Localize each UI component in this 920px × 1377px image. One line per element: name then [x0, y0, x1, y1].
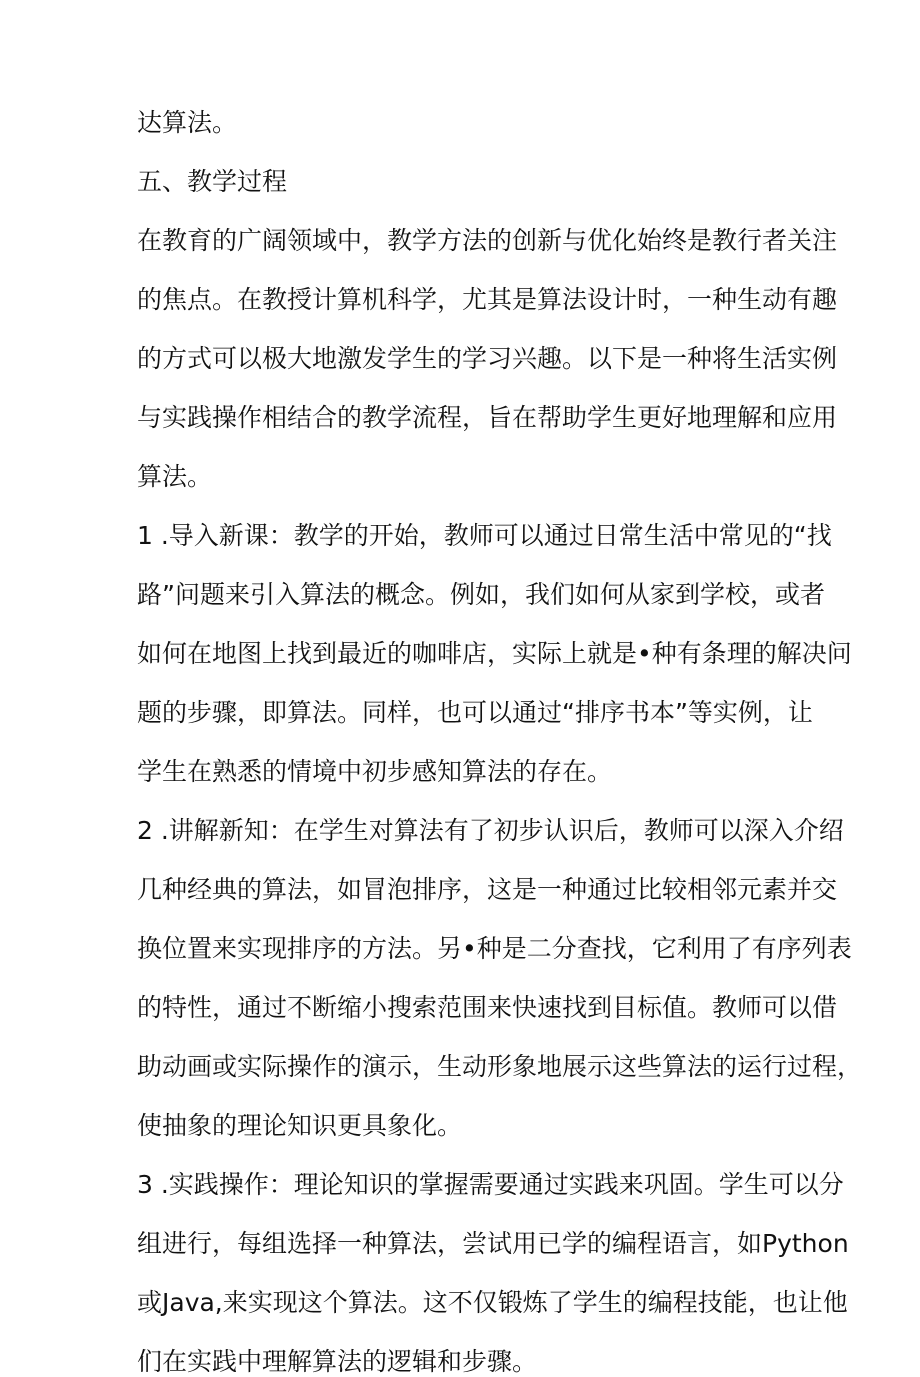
paragraph-line: 或Java,来实现这个算法。这不仅锻炼了学生的编程技能，也让他: [137, 1288, 848, 1317]
paragraph-line: 学生在熟悉的情境中初步感知算法的存在。: [137, 757, 613, 786]
paragraph-line: 如何在地图上找到最近的咖啡店，实际上就是•种有条理的解决问: [137, 639, 852, 668]
step-1-paragraph: [137, 520, 852, 787]
section-heading: 五、教学过程: [137, 167, 288, 196]
paragraph-line: 的方式可以极大地激发学生的学习兴趣。以下是一种将生活实例: [137, 344, 838, 373]
document-body: [137, 107, 863, 1377]
paragraph-line: 换位置来实现排序的方法。另•种是二分查找，它利用了有序列表: [137, 934, 852, 963]
continuation-line: 达算法。: [137, 108, 238, 137]
paragraph-line: 的特性，通过不断缩小搜索范围来快速找到目标值。教师可以借: [137, 993, 838, 1022]
paragraph-line: 使抽象的理论知识更具象化。: [137, 1111, 463, 1140]
paragraph-line: 与实践操作相结合的教学流程，旨在帮助学生更好地理解和应用: [137, 403, 838, 432]
paragraph-line: 们在实践中理解算法的逻辑和步骤。: [137, 1347, 538, 1376]
intro-paragraph: [137, 225, 838, 492]
paragraph-line: 题的步骤，即算法。同样，也可以通过“排序书本”等实例，让: [137, 698, 813, 727]
paragraph-line: 组进行，每组选择一种算法，尝试用已学的编程语言，如Python: [137, 1229, 849, 1258]
paragraph-line: 在教育的广阔领域中，教学方法的创新与优化始终是教行者关注: [137, 226, 838, 255]
paragraph-line: 的焦点。在教授计算机科学，尤其是算法设计时，一种生动有趣: [137, 285, 838, 314]
paragraph-line: 路”问题来引入算法的概念。例如，我们如何从家到学校，或者: [137, 580, 825, 609]
paragraph-line: 几种经典的算法，如冒泡排序，这是一种通过比较相邻元素并交: [137, 875, 838, 904]
paragraph-line: 1 .导入新课：教学的开始，教师可以通过日常生活中常见的“找: [137, 521, 832, 550]
step-3-paragraph: [137, 1169, 849, 1377]
paragraph-line: 3 .实践操作：理论知识的掌握需要通过实践来巩固。学生可以分: [137, 1170, 844, 1199]
paragraph-line: 算法。: [137, 462, 213, 491]
paragraph-line: 2 .讲解新知：在学生对算法有了初步认识后，教师可以深入介绍: [137, 816, 844, 845]
paragraph-line: 助动画或实际操作的演示，生动形象地展示这些算法的运行过程，: [137, 1052, 863, 1081]
step-2-paragraph: [137, 815, 863, 1141]
